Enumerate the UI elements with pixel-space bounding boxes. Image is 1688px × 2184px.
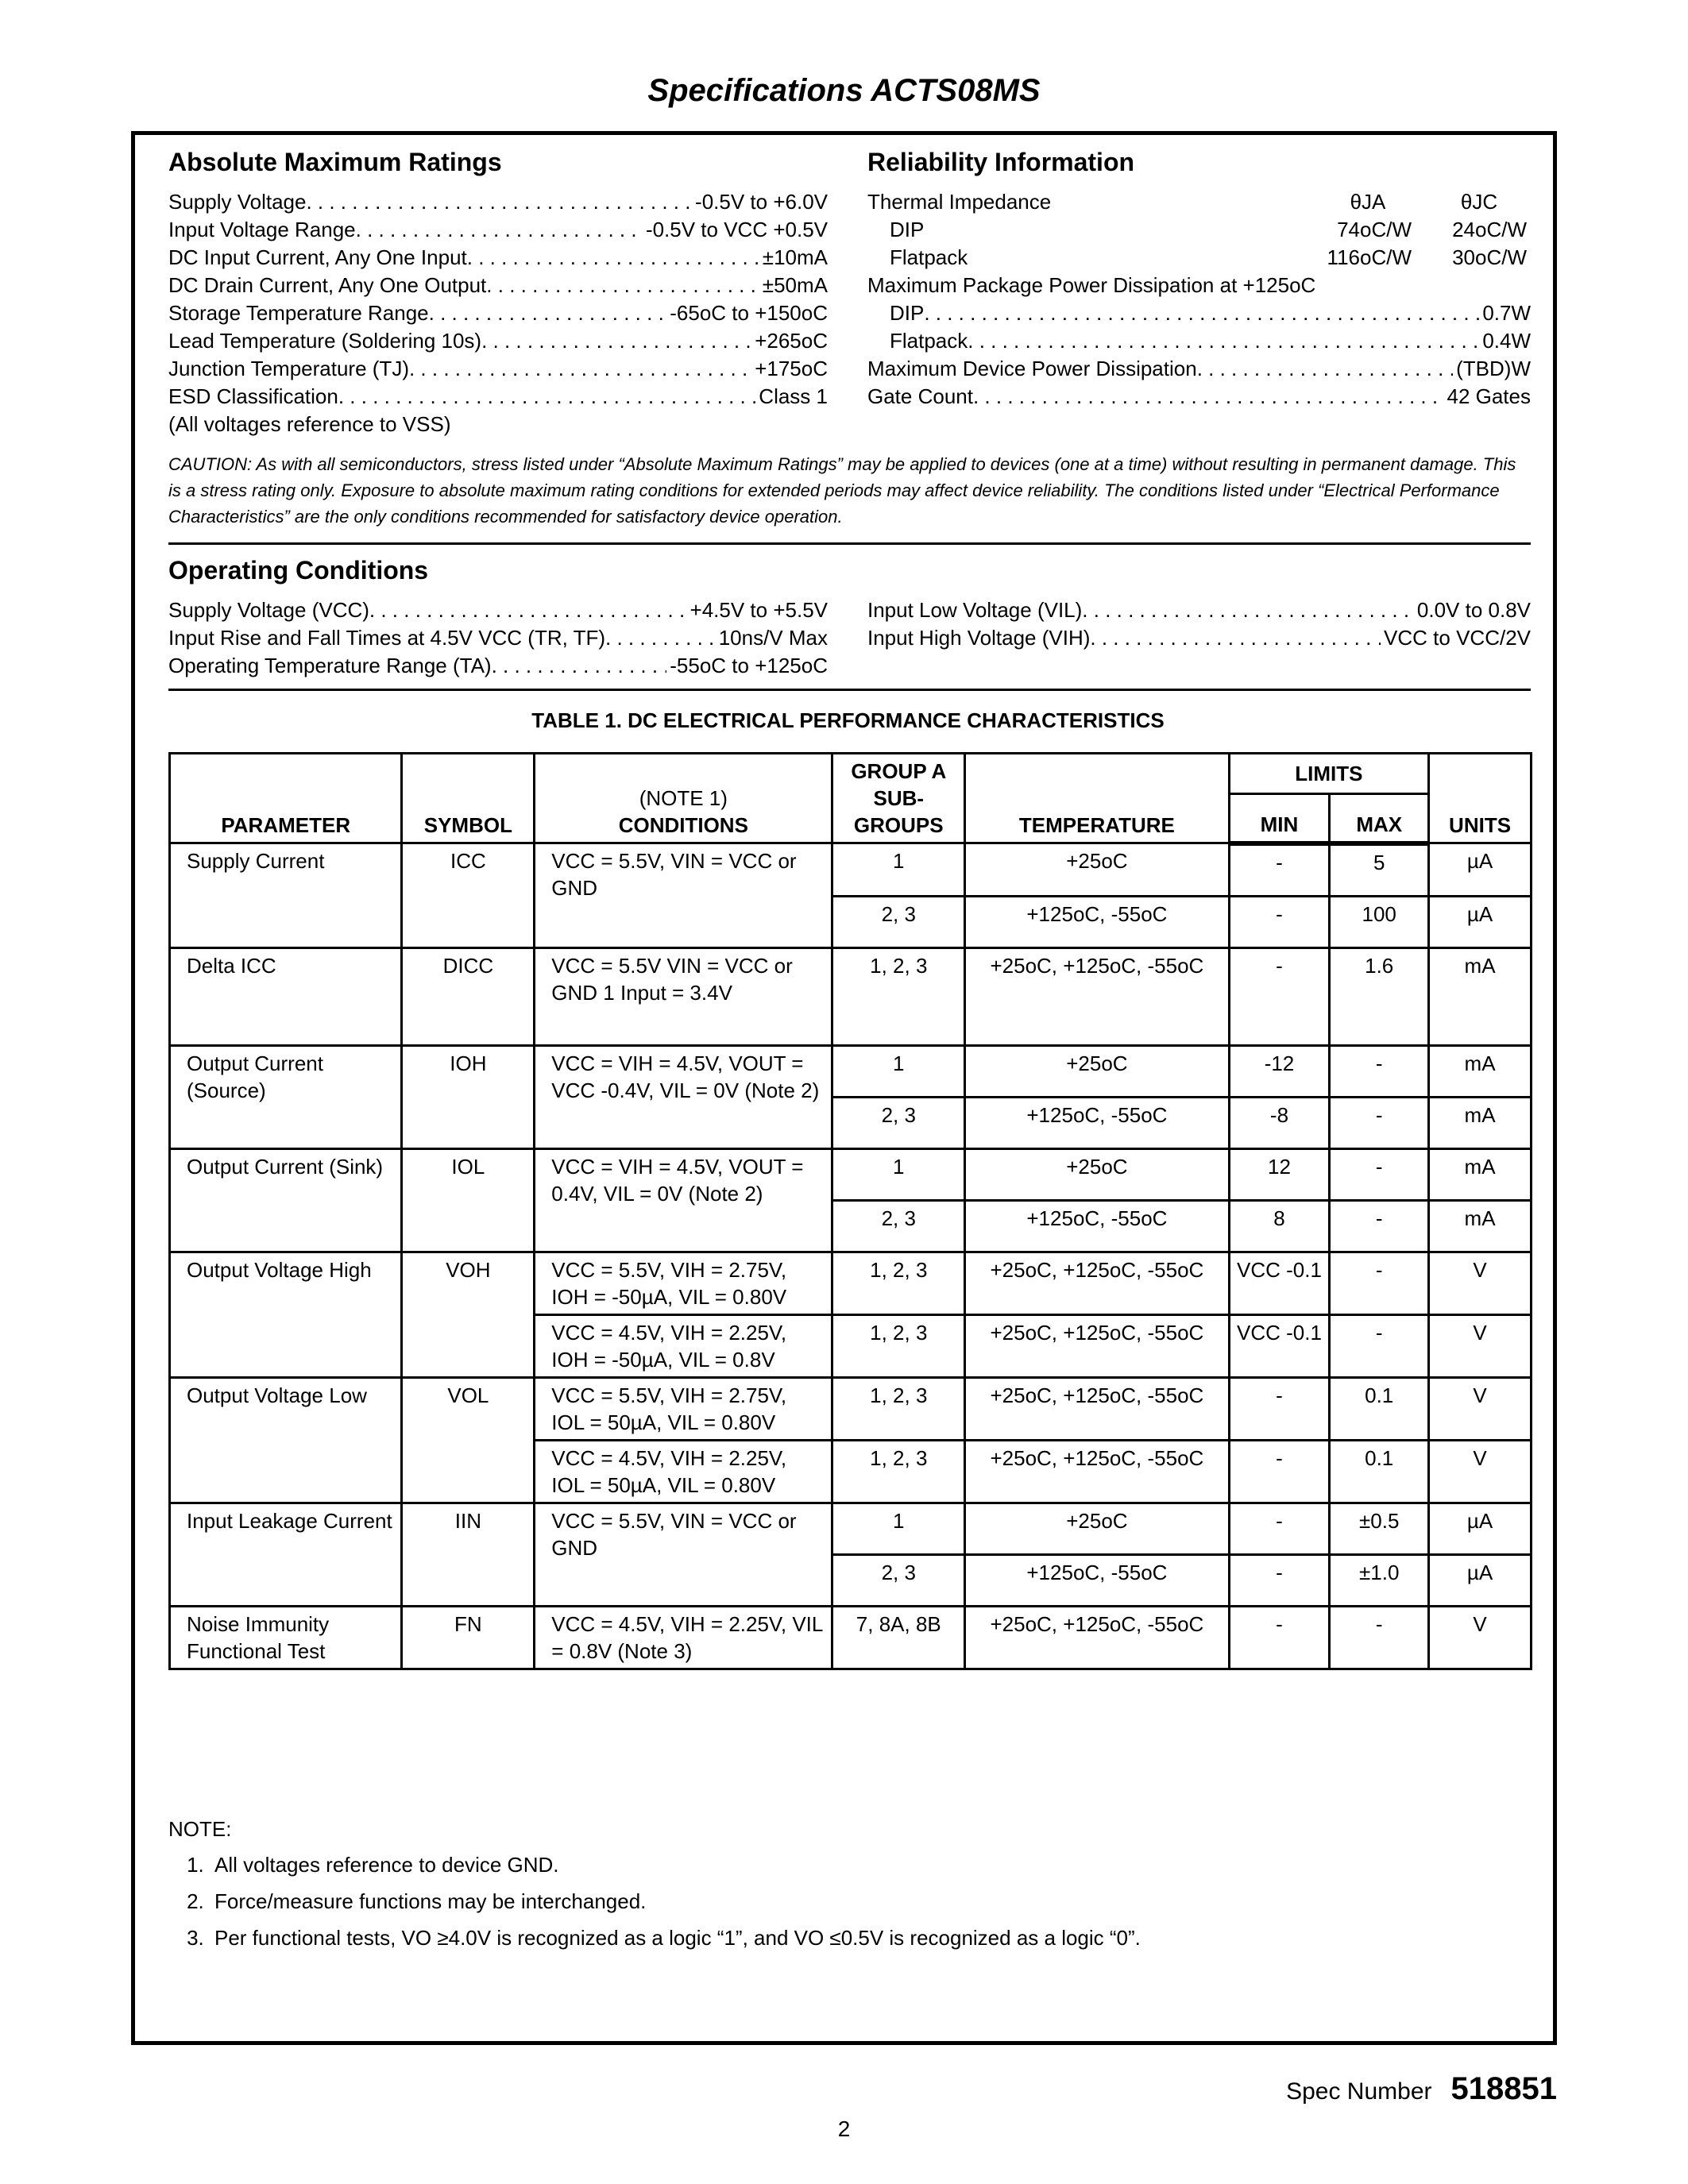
notes-heading: NOTE: bbox=[168, 1817, 232, 1841]
pkg-power-label: Maximum Package Power Dissipation at +125oC bbox=[867, 273, 1316, 297]
thermal-flatpack-row: Flatpack 116oC/W 30oC/W bbox=[890, 245, 1527, 269]
table-row: Output Voltage High VOH VCC = 5.5V, VIH = 2.75V, IOH = -50µA, VIL = 0.80V 1, 2, 3 +25oC, +125oC, -55oC VCC -0.1 - V bbox=[170, 1252, 1532, 1314]
abs-max-row: Input Voltage Range . . . -0.5V to VCC +0.5V bbox=[168, 216, 828, 244]
abs-max-heading: Absolute Maximum Ratings bbox=[168, 148, 502, 176]
divider bbox=[168, 542, 1531, 545]
table-row: Output Current (Sink) IOL VCC = VIH = 4.5V, VOUT = 0.4V, VIL = 0V (Note 2) 1 +25oC 12 - mA bbox=[170, 1148, 1532, 1200]
operating-heading: Operating Conditions bbox=[168, 556, 429, 585]
header-group: GROUP A SUB-GROUPS bbox=[832, 754, 965, 843]
theta-ja-header: θJA bbox=[1350, 190, 1386, 214]
abs-max-row: DC Drain Current, Any One Output . . . ±50mA bbox=[168, 272, 828, 299]
reliability-section bbox=[867, 148, 1531, 411]
notes-section bbox=[168, 1815, 1141, 1956]
table-row: Delta ICC DICC VCC = 5.5V VIN = VCC or GND 1 Input = 3.4V 1, 2, 3 +25oC, +125oC, -55oC - 1.6 mA bbox=[170, 947, 1532, 1045]
spec-value: 518851 bbox=[1450, 2071, 1557, 2106]
operating-row: Operating Temperature Range (TA) . . . -55oC to +125oC bbox=[168, 652, 828, 680]
header-limits: LIMITS bbox=[1229, 754, 1428, 794]
table-row: Output Current (Source) IOH VCC = VIH = 4.5V, VOUT = VCC -0.4V, VIL = 0V (Note 2) 1 +25oC -12 - mA bbox=[170, 1045, 1532, 1097]
table-row: Input Leakage Current IIN VCC = 5.5V, VIN = VCC or GND 1 +25oC - ±0.5 µA bbox=[170, 1503, 1532, 1554]
table-row: 2, 3 +125oC, -55oC 8 - mA bbox=[170, 1200, 1532, 1252]
operating-row: Input High Voltage (VIH) . . . VCC to VCC/2V bbox=[867, 624, 1531, 652]
note-item: 3. Per functional tests, VO ≥4.0V is recognized as a logic “1”, and VO ≤0.5V is recognized as a logic “0”. bbox=[210, 1920, 1141, 1956]
theta-jc-header: θJC bbox=[1460, 190, 1498, 214]
table-row: Supply Current ICC VCC = 5.5V, VIN = VCC or GND 1 +25oC - 5 µA bbox=[170, 843, 1532, 897]
operating-row: Input Low Voltage (VIL) . . . 0.0V to 0.8V bbox=[867, 596, 1531, 624]
abs-max-footnote: (All voltages reference to VSS) bbox=[168, 412, 451, 436]
operating-row: Input Rise and Fall Times at 4.5V VCC (TR, TF) . . . 10ns/V Max bbox=[168, 624, 828, 652]
page-title: Specifications ACTS08MS bbox=[647, 73, 1041, 108]
operating-right bbox=[867, 556, 1531, 652]
table-row: Output Voltage Low VOL VCC = 5.5V, VIH = 2.75V, IOL = 50µA, VIL = 0.80V 1, 2, 3 +25oC, +125oC, -55oC - 0.1 V bbox=[170, 1377, 1532, 1440]
caution-text: CAUTION: As with all semiconductors, stress listed under “Absolute Maximum Ratings” may be applied to devices (one at a time) without resulting in permanent damage. This is a stress rating only. Exposure to absolute maximum rating conditions for extended periods may affect device reliability. The conditions listed under “Electrical Performance Characteristics” are the only conditions recommended for satisfactory device operation. bbox=[168, 454, 1516, 527]
note-item: 1. All voltages reference to device GND. bbox=[210, 1846, 1141, 1883]
header-parameter: PARAMETER bbox=[170, 754, 402, 843]
note-item: 2. Force/measure functions may be interchanged. bbox=[210, 1883, 1141, 1920]
abs-max-row: ESD Classification . . . Class 1 bbox=[168, 383, 828, 411]
header-min: MIN bbox=[1229, 794, 1330, 843]
abs-max-row: Junction Temperature (TJ) . . . +175oC bbox=[168, 355, 828, 383]
header-units: UNITS bbox=[1429, 754, 1532, 843]
pkg-power-flatpack-row: Flatpack . . . 0.4W bbox=[867, 327, 1531, 355]
page-number: 2 bbox=[837, 2116, 851, 2141]
abs-max-row: Lead Temperature (Soldering 10s) . . . +265oC bbox=[168, 327, 828, 355]
table-row: 2, 3 +125oC, -55oC - ±1.0 µA bbox=[170, 1554, 1532, 1606]
header-conditions: (NOTE 1) CONDITIONS bbox=[535, 754, 832, 843]
reliability-heading: Reliability Information bbox=[867, 148, 1135, 176]
table-row: 2, 3 +125oC, -55oC -8 - mA bbox=[170, 1097, 1532, 1148]
header-temperature: TEMPERATURE bbox=[965, 754, 1229, 843]
thermal-dip-row: DIP 74oC/W 24oC/W bbox=[890, 218, 1527, 241]
abs-max-row: DC Input Current, Any One Input . . . ±10mA bbox=[168, 244, 828, 272]
table-title: TABLE 1. DC ELECTRICAL PERFORMANCE CHARACTERISTICS bbox=[531, 708, 1165, 732]
pkg-power-dip-row: DIP . . . 0.7W bbox=[867, 299, 1531, 327]
abs-max-row: Storage Temperature Range . . . -65oC to +150oC bbox=[168, 299, 828, 327]
operating-row: Supply Voltage (VCC) . . . +4.5V to +5.5V bbox=[168, 596, 828, 624]
divider bbox=[168, 689, 1531, 691]
operating-left bbox=[168, 556, 828, 680]
thermal-impedance-row: Thermal Impedance θJA θJC bbox=[867, 188, 1531, 216]
abs-max-row: Supply Voltage . . . -0.5V to +6.0V bbox=[168, 188, 828, 216]
abs-max-section bbox=[168, 148, 828, 438]
gate-count-row: Gate Count . . . 42 Gates bbox=[867, 383, 1531, 411]
device-power-row: Maximum Device Power Dissipation . . . (TBD)W bbox=[867, 355, 1531, 383]
dc-characteristics-table bbox=[168, 752, 1532, 1670]
table-row: VCC = 4.5V, VIH = 2.25V, IOL = 50µA, VIL = 0.80V 1, 2, 3 +25oC, +125oC, -55oC - 0.1 V bbox=[170, 1440, 1532, 1503]
table-row: VCC = 4.5V, VIH = 2.25V, IOH = -50µA, VIL = 0.8V 1, 2, 3 +25oC, +125oC, -55oC VCC -0.1 - V bbox=[170, 1314, 1532, 1377]
table-row: Noise Immunity Functional Test FN VCC = 4.5V, VIH = 2.25V, VIL = 0.8V (Note 3) 7, 8A, 8B +25oC, +125oC, -55oC - - V bbox=[170, 1606, 1532, 1669]
spec-frame bbox=[131, 131, 1557, 2045]
spec-label: Spec Number bbox=[1286, 2078, 1432, 2105]
spec-number bbox=[1286, 2071, 1557, 2107]
header-symbol: SYMBOL bbox=[402, 754, 535, 843]
table-row: 2, 3 +125oC, -55oC - 100 µA bbox=[170, 896, 1532, 947]
header-max: MAX bbox=[1330, 794, 1429, 843]
